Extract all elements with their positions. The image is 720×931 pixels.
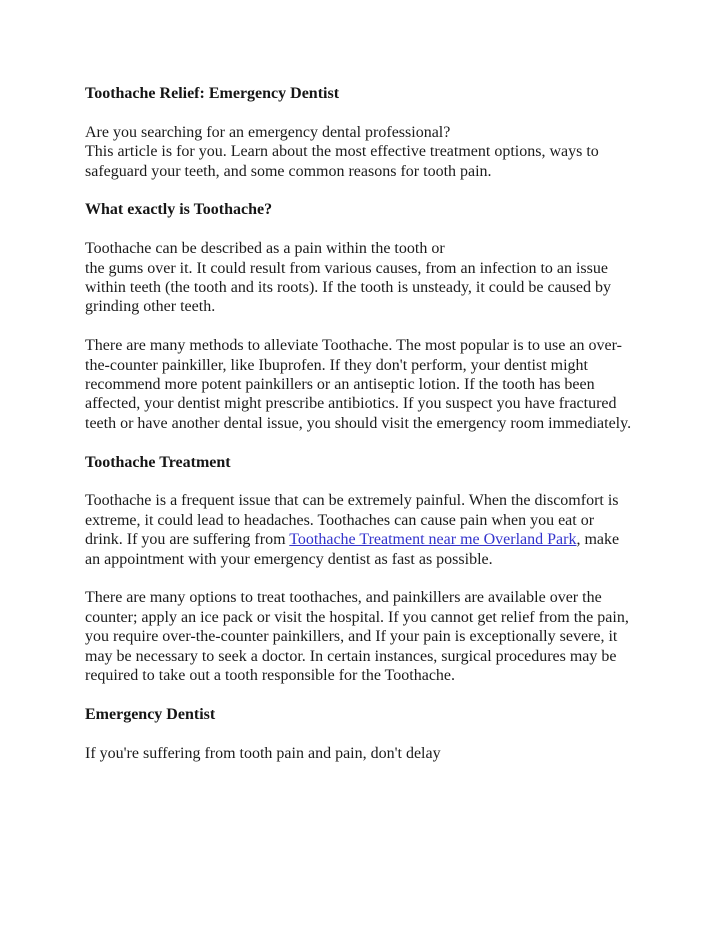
what-is-toothache-paragraph-2: There are many methods to alleviate Toothache. The most popular is to use an over-the-counter painkiller, like Ibuprofen. If they don't perform, your dentist might recommend more potent painkillers or an antiseptic lotion. If the tooth has been affected, your dentist might prescribe antibiotics. If you suspect you have fractured teeth or have another dental issue, you should visit the emergency room immediately. [85, 337, 632, 432]
document-title: Toothache Relief: Emergency Dentist [85, 85, 340, 102]
section-heading-emergency-dentist: Emergency Dentist [85, 705, 216, 723]
intro-line-2: This article is for you. Learn about the most effective treatment options, ways to safeguard your teeth, and some common reasons for tooth pain. [85, 143, 599, 180]
toothache-treatment-paragraph-1 [85, 491, 635, 569]
what-p1-line-1: Toothache can be described as a pain within the tooth or [85, 240, 445, 258]
intro-paragraph [85, 123, 635, 181]
intro-line-1: Are you searching for an emergency dental professional? [85, 123, 451, 141]
what-p1-rest: the gums over it. It could result from various causes, from an infection to an issue within teeth (the tooth and its roots). If the tooth is unsteady, it could be caused by grinding other teeth. [85, 259, 611, 316]
section-heading-toothache-treatment: Toothache Treatment [85, 453, 231, 471]
treatment-p1-text-after-link: , make an appointment with your emergency dentist as fast as possible. [85, 531, 620, 568]
toothache-treatment-paragraph-2: There are many options to treat toothaches, and painkillers are available over the counter; apply an ice pack or visit the hospital. If you cannot get relief from the pain, you require over-the-counter painkillers, and If your pain is exceptionally severe, it may be necessary to seek a doctor. In certain instances, surgical procedures may be required to take out a tooth responsible for the Toothache. [85, 589, 629, 685]
emergency-dentist-paragraph: If you're suffering from tooth pain and pain, don't delay [85, 744, 441, 762]
section-heading-what-is-toothache: What exactly is Toothache? [85, 201, 273, 219]
treatment-p1-text-before-link: Toothache is a frequent issue that can be extremely painful. When the discomfort is extreme, it could lead to headaches. Toothaches can cause pain when you eat or drink. If you are suffering from [85, 492, 619, 549]
what-is-toothache-paragraph-1 [85, 239, 635, 317]
toothache-treatment-near-me-link[interactable]: Toothache Treatment near me Overland Park [289, 531, 577, 549]
